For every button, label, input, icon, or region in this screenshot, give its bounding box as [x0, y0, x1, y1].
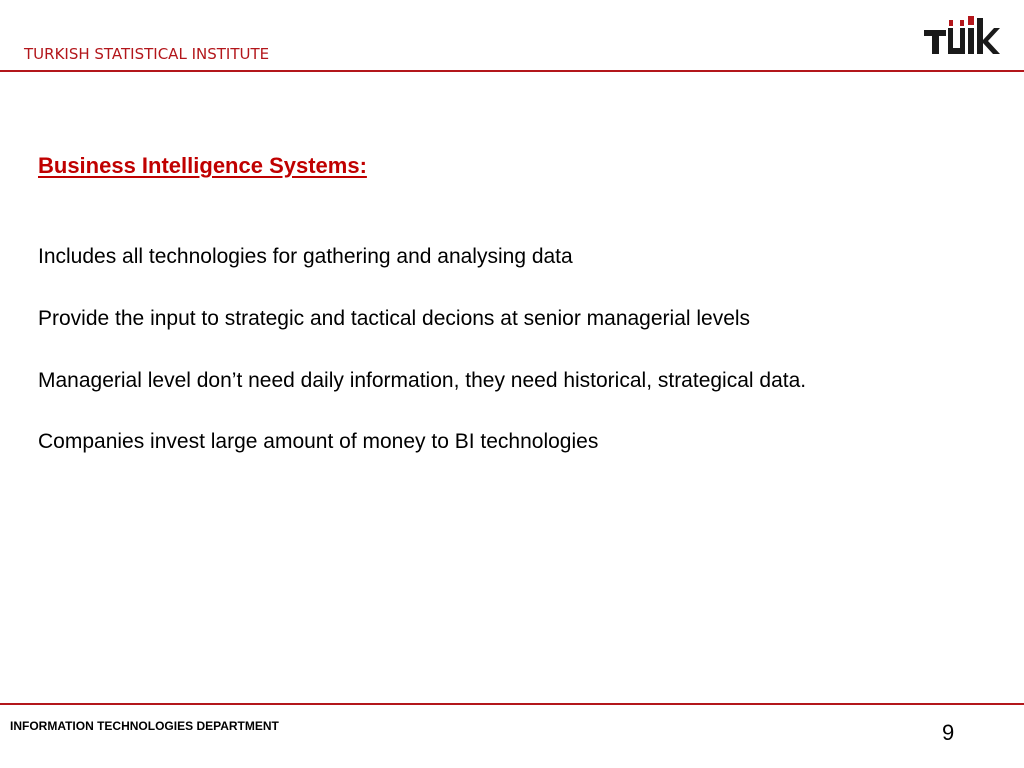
- footer-divider: [0, 703, 1024, 705]
- body-text-line: Companies invest large amount of money to BI technologies: [38, 430, 599, 453]
- tuik-logo-icon: [922, 14, 1000, 56]
- page-number: 9: [942, 720, 955, 745]
- body-text-line: Provide the input to strategic and tactical decions at senior managerial levels: [38, 307, 751, 330]
- body-text-line: Includes all technologies for gathering and analysing data: [38, 245, 573, 268]
- department-name: INFORMATION TECHNOLOGIES DEPARTMENT: [10, 719, 279, 733]
- institute-title: TURKISH STATISTICAL INSTITUTE: [24, 45, 270, 63]
- header-divider: [0, 70, 1024, 72]
- body-text-line: Managerial level don’t need daily information, they need historical, strategical data.: [38, 369, 807, 392]
- section-heading: Business Intelligence Systems:: [38, 153, 367, 178]
